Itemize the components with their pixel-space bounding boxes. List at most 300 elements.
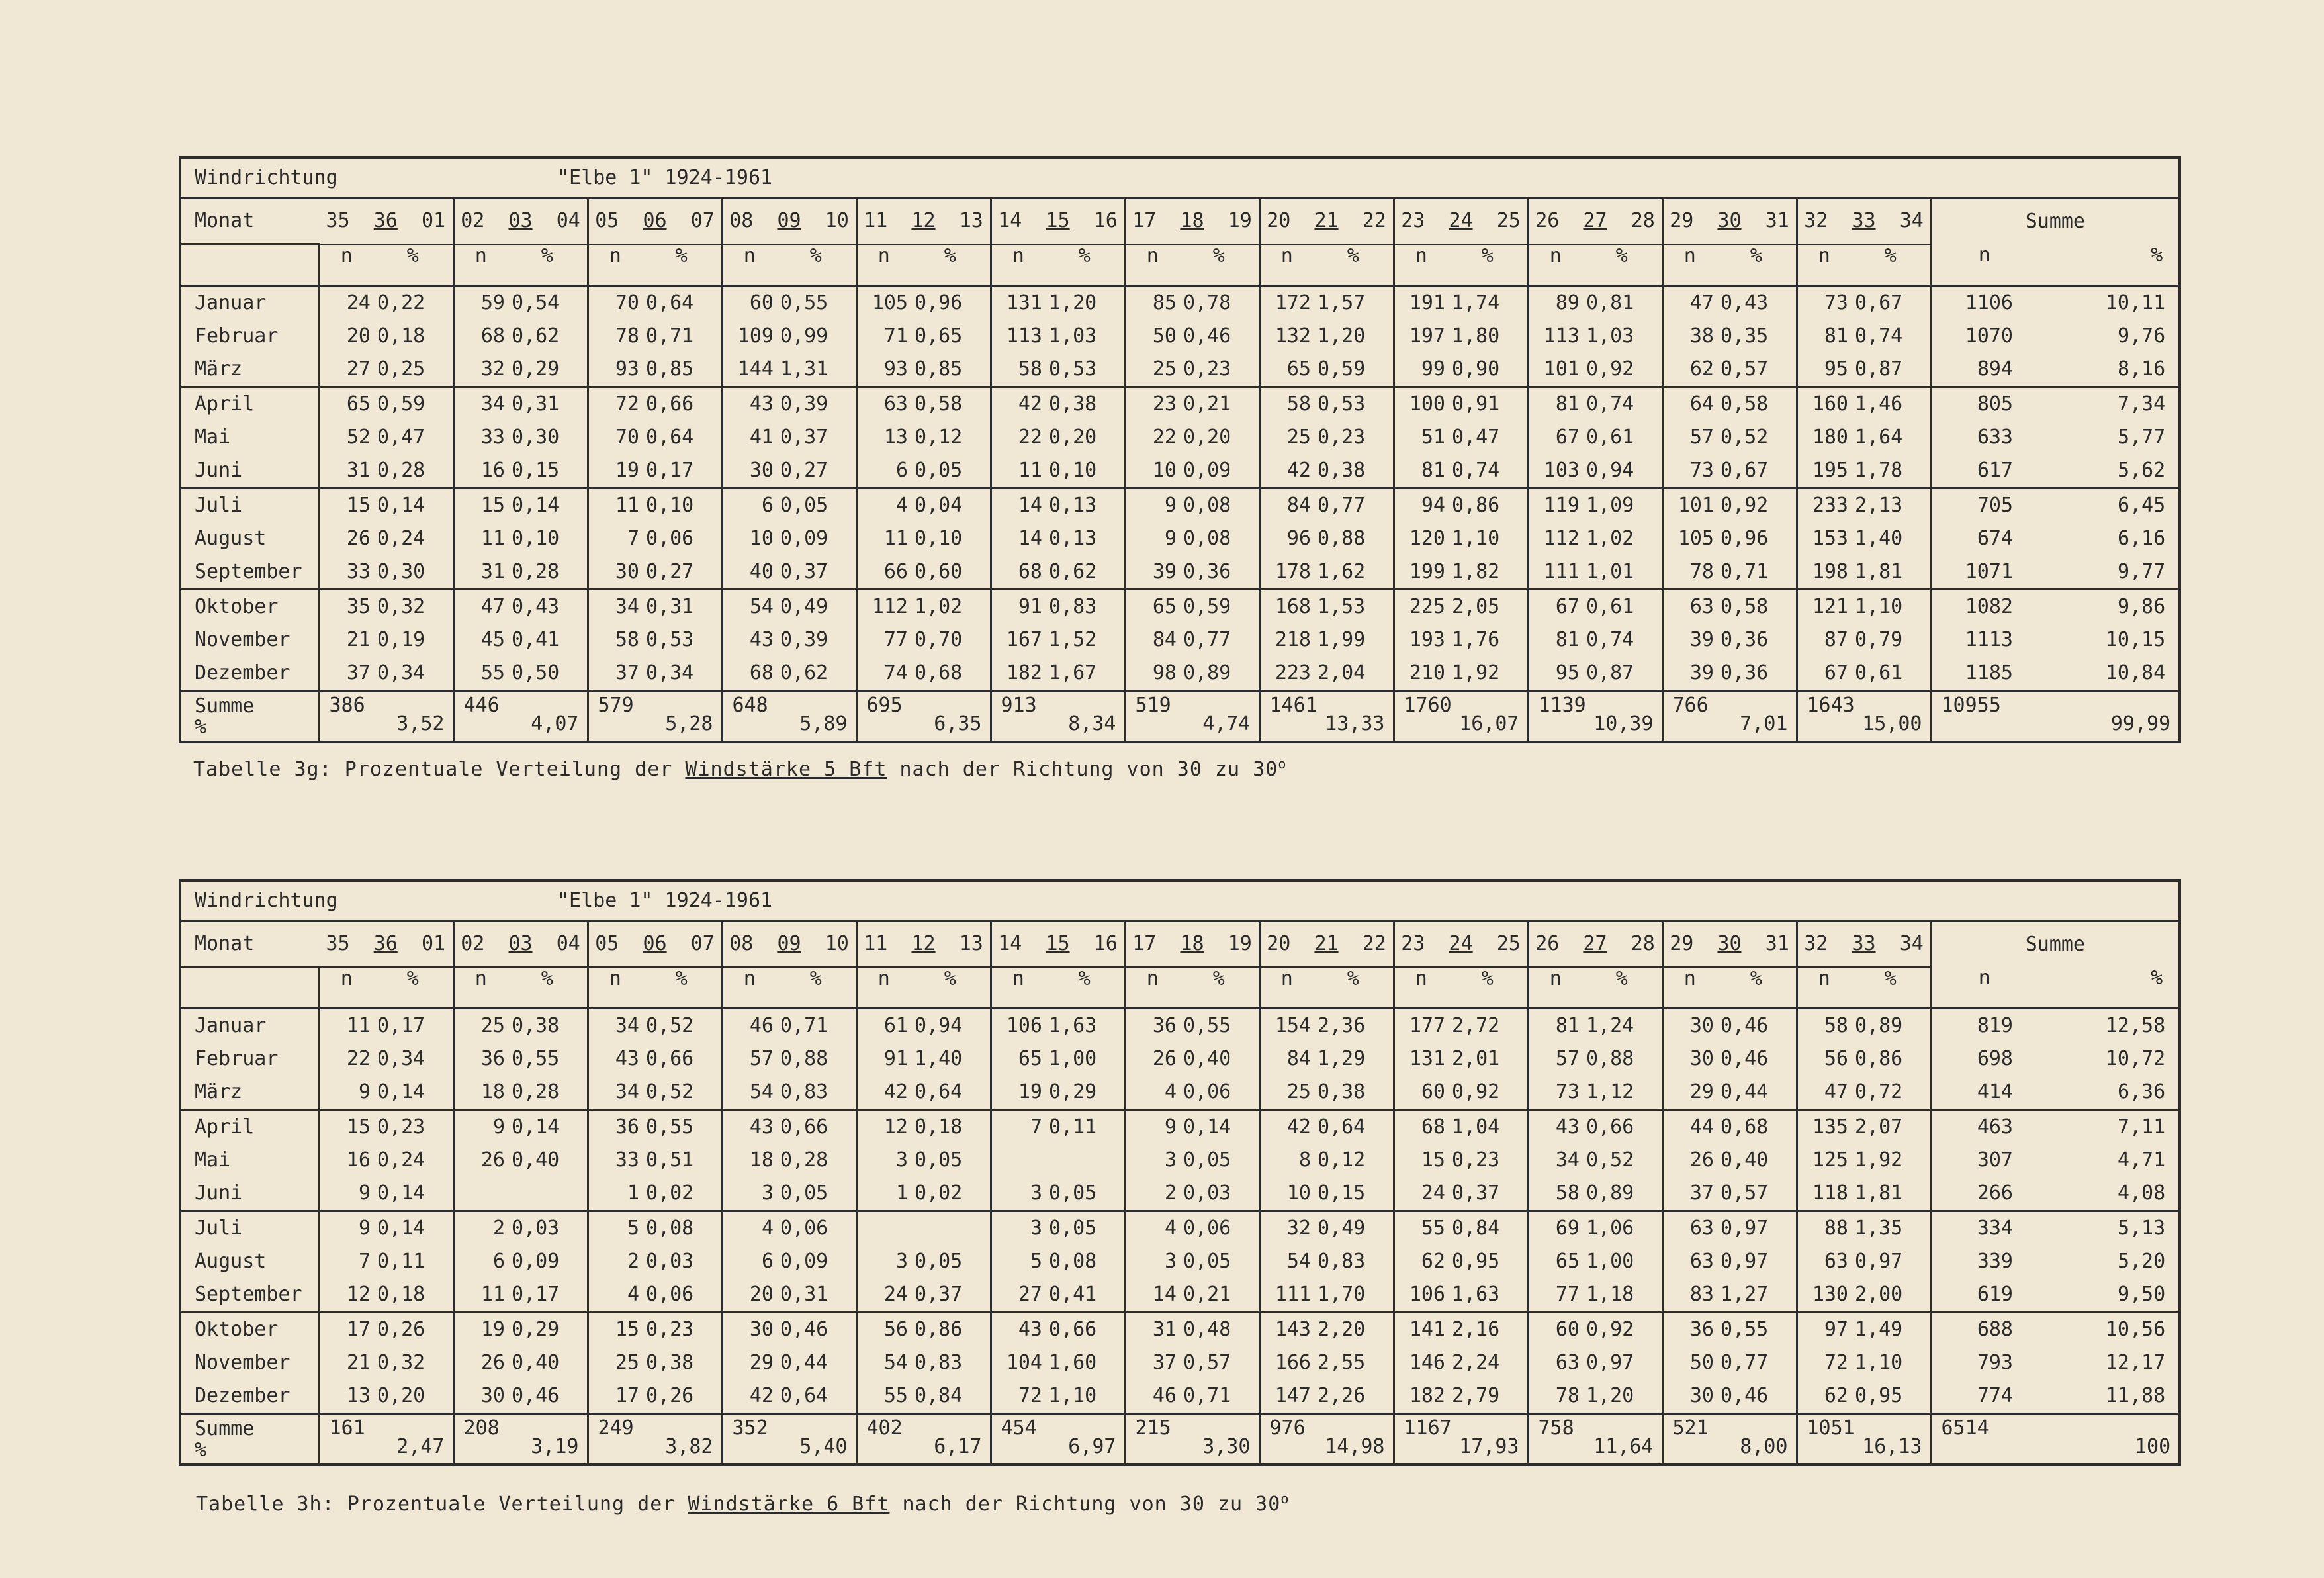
percent-value: 0,61 [1855,661,1903,684]
percent-value: 0,05 [915,1148,963,1172]
count-value: 9 [358,1080,371,1103]
percent-value: 1,10 [1855,1351,1903,1374]
gap-cell [642,267,722,286]
count-value: 13 [883,426,908,449]
count-cell [856,1076,911,1110]
month-cell [180,387,319,422]
percent-value: 1,81 [1855,560,1903,583]
percent-cell [1582,387,1662,422]
dir-c: 04 [556,209,580,233]
percent-cell [1045,1110,1125,1144]
month-cell [180,1144,319,1177]
dir-a: 17 [1132,209,1157,233]
sum-percent: 4,74 [1202,712,1251,735]
percent-value: 1,74 [1452,291,1500,314]
sum-n-cell [1931,1110,2037,1144]
sum-percent: 8,00 [1740,1435,1788,1458]
sum-cell [991,691,1125,743]
sum-n-value: 1185 [1965,661,2013,684]
count-cell [453,387,508,422]
percent-cell [776,353,856,387]
count-value: 91 [1018,595,1042,618]
count-value: 84 [1286,494,1311,517]
count-cell [1797,1379,1851,1414]
monat-label: Monat [195,932,255,955]
percent-cell [1179,387,1259,422]
count-cell [722,1076,776,1110]
percent-cell [1717,1278,1797,1313]
count-value: 59 [480,291,505,314]
count-value: 52 [346,426,371,449]
count-value: 3 [1030,1217,1042,1240]
percent-cell [1179,1043,1259,1076]
percent-value: 0,84 [915,1384,963,1407]
percent-value: 0,94 [915,1014,963,1037]
sum-n-cell [1931,1009,2037,1043]
dir-c: 07 [690,932,715,956]
sum-percent: 5,40 [799,1435,848,1458]
count-cell [453,1379,508,1414]
sum-pct-cell [2037,1076,2180,1110]
count-cell [453,1043,508,1076]
percent-value: 0,14 [377,1217,425,1240]
percent-cell [373,555,453,590]
direction-header [453,921,588,967]
percent-cell [1582,624,1662,657]
percent-value: 0,53 [646,628,694,651]
count-cell [1394,421,1448,454]
sum-pct-value: 6,36 [2117,1080,2166,1103]
count-cell [1528,454,1582,488]
count-value: 11 [615,494,639,517]
count-cell [1528,1346,1582,1379]
count-cell [991,1245,1045,1278]
percent-value: 1,82 [1452,560,1500,583]
count-value: 9 [1164,494,1177,517]
percent-cell [911,353,991,387]
sum-count: 352 [732,1416,768,1440]
count-cell [1125,1379,1179,1414]
pct-text: % [1615,966,1628,990]
count-cell [856,590,911,624]
percent-cell [1717,421,1797,454]
count-cell [1797,1278,1851,1313]
count-cell [1662,1076,1717,1110]
percent-cell [373,488,453,523]
sum-pct-cell [2037,1211,2180,1246]
count-value: 47 [1689,291,1714,314]
count-value: 65 [1018,1047,1042,1070]
percent-cell [1045,624,1125,657]
count-value: 218 [1274,628,1311,651]
dir-c: 19 [1228,932,1252,956]
count-cell [1394,1379,1448,1414]
count-value: 78 [615,324,639,348]
percent-value: 0,05 [1183,1148,1231,1172]
dir-a: 35 [326,932,350,956]
percent-cell [1717,454,1797,488]
sum-count: 446 [463,694,500,717]
percent-value: 0,31 [646,595,694,618]
count-cell [1125,1245,1179,1278]
percent-value: 0,15 [1318,1182,1366,1205]
percent-cell [776,1313,856,1347]
percent-value: 0,32 [377,595,425,618]
pct-label [1582,244,1662,268]
percent-value: 0,97 [1586,1351,1634,1374]
count-cell [319,1245,373,1278]
pct-label [508,967,588,991]
gap-cell [1931,990,2037,1009]
percent-cell [1851,1379,1931,1414]
percent-cell [1851,320,1931,353]
count-value: 55 [480,661,505,684]
percent-value: 0,74 [1855,324,1903,348]
percent-value: 0,66 [1049,1318,1097,1341]
percent-value: 0,08 [646,1217,694,1240]
percent-cell [776,387,856,422]
percent-cell [1851,1043,1931,1076]
n-text: n [1146,244,1159,267]
direction-header [1394,921,1528,967]
count-cell [1662,1009,1717,1043]
summe-header [1931,921,2180,967]
sum-pct-cell [2037,1009,2180,1043]
table-row [180,387,2180,422]
percent-cell [1717,1245,1797,1278]
count-cell [722,421,776,454]
month-cell [180,555,319,590]
percent-cell [373,522,453,555]
percent-cell [1448,1009,1528,1043]
count-cell [1528,387,1582,422]
percent-cell [1448,387,1528,422]
dir-c: 01 [421,209,446,233]
count-value: 13 [346,1384,371,1407]
count-value: 9 [1164,527,1177,550]
percent-value: 0,67 [1855,291,1903,314]
n-label [856,967,911,991]
count-cell [722,387,776,422]
count-value: 182 [1409,1384,1445,1407]
count-value: 62 [1824,1384,1848,1407]
count-cell [588,1110,642,1144]
count-value: 3 [895,1148,908,1172]
percent-cell [1045,1009,1125,1043]
sum-pct-cell [2037,1278,2180,1313]
count-cell [722,590,776,624]
gap-cell [1259,267,1314,286]
percent-value: 0,29 [512,357,560,381]
count-value: 18 [480,1080,505,1103]
month-cell [180,1278,319,1313]
n-label [588,244,642,268]
count-value: 193 [1409,628,1445,651]
percent-value: 0,22 [377,291,425,314]
percent-value: 1,35 [1855,1217,1903,1240]
sum-percent: 3,82 [665,1435,713,1458]
percent-cell [911,286,991,320]
n-label [1125,244,1179,268]
percent-cell [1717,1144,1797,1177]
percent-value: 1,20 [1049,291,1097,314]
count-cell [1662,1177,1717,1211]
sum-percent: 16,13 [1862,1435,1922,1458]
percent-value: 0,13 [1049,494,1097,517]
count-value: 72 [1824,1351,1848,1374]
table-row [180,1211,2180,1246]
sum-n-value: 1070 [1965,324,2013,348]
n-text: n [1415,244,1427,267]
percent-value: 0,23 [1183,357,1231,381]
percent-value: 1,57 [1318,291,1366,314]
count-value: 58 [1555,1182,1580,1205]
count-cell [1528,1211,1582,1246]
dir-c: 04 [556,932,580,956]
percent-cell [373,1211,453,1246]
gap-cell [1662,990,1717,1009]
count-cell [453,353,508,387]
percent-value: 2,55 [1318,1351,1366,1374]
percent-cell [1448,590,1528,624]
count-cell [722,522,776,555]
table-row [180,1076,2180,1110]
percent-cell [1582,353,1662,387]
sum-cell [722,691,856,743]
dir-a: 20 [1267,209,1291,233]
gap-cell [1851,267,1931,286]
count-value: 30 [1689,1014,1714,1037]
count-cell [856,387,911,422]
count-value: 31 [1152,1318,1177,1341]
sum-n-value: 1113 [1965,628,2013,651]
count-value: 74 [883,661,908,684]
percent-value: 0,36 [1721,628,1769,651]
sum-cell [588,1414,722,1465]
percent-value: 0,27 [646,560,694,583]
count-cell [1394,488,1448,523]
percent-value: 0,85 [915,357,963,381]
table-row [180,320,2180,353]
percent-cell [642,320,722,353]
count-cell [1125,1043,1179,1076]
percent-value: 0,20 [1183,426,1231,449]
count-cell [1394,1177,1448,1211]
percent-value: 0,44 [1721,1080,1769,1103]
count-value: 57 [1689,426,1714,449]
direction-header [1528,921,1662,967]
dir-c: 22 [1362,209,1386,233]
sum-count: 208 [463,1416,500,1440]
count-cell [722,1110,776,1144]
n-text: n [340,966,353,990]
count-cell [1394,320,1448,353]
percent-cell [642,1211,722,1246]
sum-percent: 4,07 [531,712,579,735]
count-cell [1662,488,1717,523]
percent-cell [1179,320,1259,353]
dir-a: 11 [864,932,888,956]
percent-value: 0,37 [780,426,828,449]
summe-text: Summe [195,1417,255,1440]
count-cell [453,624,508,657]
count-value: 77 [1555,1283,1580,1306]
count-cell [722,353,776,387]
percent-value: 0,48 [1183,1318,1231,1341]
percent-value: 0,54 [512,291,560,314]
percent-value: 0,62 [780,661,828,684]
dir-b: 33 [1852,932,1876,956]
month-cell [180,421,319,454]
pct-text: % [1750,244,1762,267]
n-label [1797,244,1851,268]
dir-c: 16 [1093,209,1118,233]
count-value: 25 [1286,426,1311,449]
percent-cell [1448,1076,1528,1110]
count-value: 104 [1006,1351,1042,1374]
sum-count: 1461 [1269,694,1318,717]
count-value: 43 [749,393,774,416]
percent-value: 0,31 [780,1283,828,1306]
dir-a: 02 [461,209,485,233]
percent-value: 0,43 [1721,291,1769,314]
percent-cell [373,1379,453,1414]
dir-c: 28 [1631,932,1655,956]
caption-underlined: Windstärke 5 Bft [685,758,887,781]
count-value: 125 [1812,1148,1848,1172]
percent-cell [1045,286,1125,320]
percent-cell [1582,522,1662,555]
count-cell [1259,353,1314,387]
percent-value: 0,27 [780,459,828,482]
count-cell [453,1313,508,1347]
percent-value: 1,04 [1452,1115,1500,1138]
month-name: März [195,357,243,381]
sum-percent: 10,39 [1593,712,1654,735]
percent-value: 0,06 [646,1283,694,1306]
percent-value: 0,09 [512,1250,560,1273]
percent-value: 0,13 [1049,527,1097,550]
n-label [856,244,911,268]
percent-cell [1045,1076,1125,1110]
percent-value: 2,04 [1318,661,1366,684]
caption-3g [193,756,1286,781]
percent-cell [911,1144,991,1177]
month-cell [180,1076,319,1110]
percent-value: 0,58 [1721,595,1769,618]
percent-value: 0,18 [915,1115,963,1138]
sum-pct-cell [2037,624,2180,657]
sum-count: 454 [1001,1416,1037,1440]
percent-cell [1179,1346,1259,1379]
table-row [180,1009,2180,1043]
percent-cell [642,590,722,624]
total-count: 10955 [1941,694,2001,717]
percent-cell [642,454,722,488]
table-row [180,1278,2180,1313]
percent-cell [373,1346,453,1379]
n-text: n [743,244,756,267]
count-cell [1797,488,1851,523]
count-cell [1797,522,1851,555]
n-text: n [1415,966,1427,990]
count-cell [991,353,1045,387]
sum-n-cell [1931,454,2037,488]
n-text: n [877,966,890,990]
percent-cell [911,1379,991,1414]
count-value: 93 [615,357,639,381]
pct-text: % [675,244,688,267]
count-value: 29 [1689,1080,1714,1103]
n-text: n [609,966,621,990]
count-value: 30 [1689,1384,1714,1407]
count-cell [1394,590,1448,624]
gap-cell [1851,990,1931,1009]
percent-cell [1851,1346,1931,1379]
count-cell [319,320,373,353]
percent-cell [776,1245,856,1278]
gap-cell [588,267,642,286]
percent-value: 0,06 [780,1217,828,1240]
count-value: 56 [883,1318,908,1341]
gap-cell [1394,267,1448,286]
count-value: 109 [737,324,774,348]
percent-value: 1,76 [1452,628,1500,651]
count-value: 39 [1689,661,1714,684]
count-cell [453,1346,508,1379]
percent-value: 0,37 [1452,1182,1500,1205]
count-cell [1259,1278,1314,1313]
percent-cell [1179,1278,1259,1313]
sum-pct-cell [2037,555,2180,590]
dir-a: 14 [998,932,1022,956]
sum-n-value: 463 [1977,1115,2013,1138]
percent-cell [1179,555,1259,590]
percent-cell [776,1076,856,1110]
count-value: 67 [1824,661,1848,684]
count-value: 37 [346,661,371,684]
percent-cell [1582,1211,1662,1246]
sum-n-value: 793 [1977,1351,2013,1374]
percent-cell [776,1144,856,1177]
sum-cell [453,1414,588,1465]
count-cell [319,1346,373,1379]
table-row [180,286,2180,320]
sum-n-value: 774 [1977,1384,2013,1407]
pct-label [373,967,453,991]
percent-value: 0,41 [1049,1283,1097,1306]
count-value: 182 [1006,661,1042,684]
count-value: 47 [480,595,505,618]
sum-pct-value: 9,77 [2117,560,2166,583]
percent-cell [1314,1313,1394,1347]
count-cell [1528,353,1582,387]
direction-header [588,921,722,967]
gap-cell [1797,990,1851,1009]
percent-value: 0,71 [1721,560,1769,583]
count-value: 6 [895,459,908,482]
count-value: 131 [1006,291,1042,314]
percent-value: 0,55 [512,1047,560,1070]
count-value: 65 [1152,595,1177,618]
direction-header [1797,921,1931,967]
table-row [180,1144,2180,1177]
percent-value: 0,17 [646,459,694,482]
percent-cell [373,1278,453,1313]
dir-a: 29 [1670,932,1694,956]
sum-n-cell [1931,286,2037,320]
percent-value: 1,60 [1049,1351,1097,1374]
